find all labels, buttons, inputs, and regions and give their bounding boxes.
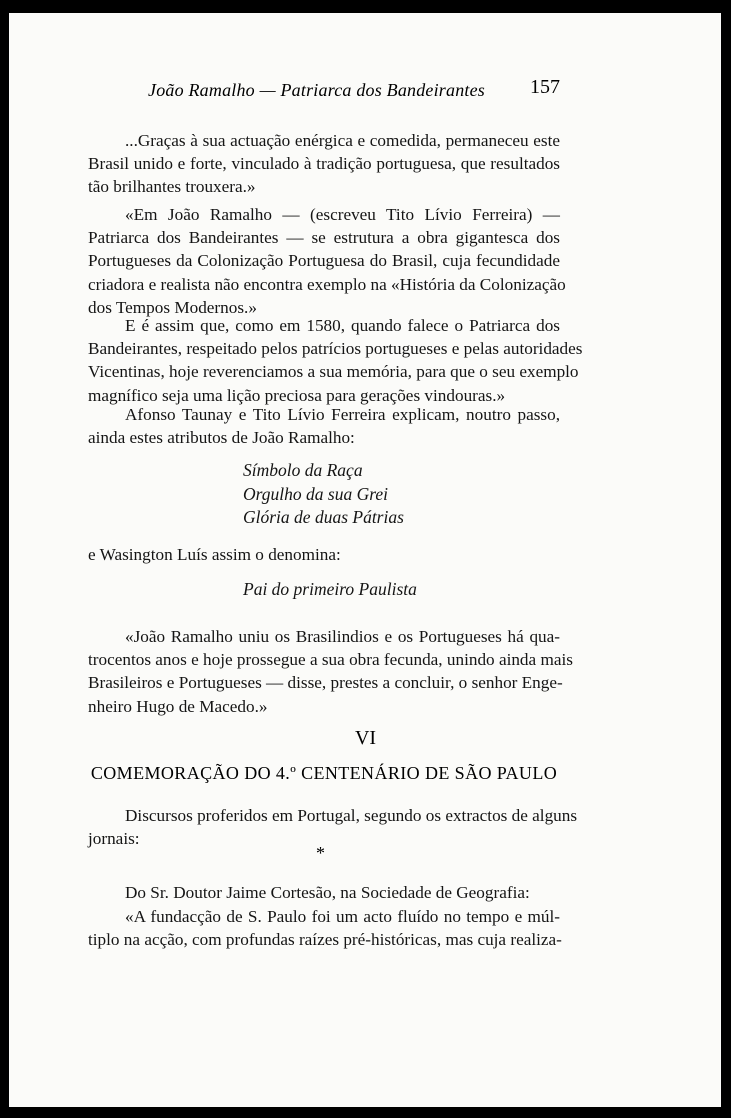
verse-line: Símbolo da Raça	[243, 460, 363, 480]
text-line: ...Graças à sua actuação enérgica e comedida, permaneceu este	[125, 131, 560, 150]
text-line: Brasileiros e Portugueses — disse, prestes a concluir, o senhor Enge-	[88, 673, 563, 693]
text-line: E é assim que, como em 1580, quando falece o Patriarca dos	[125, 316, 560, 335]
verse-block-2	[243, 578, 417, 602]
text-line: Afonso Taunay e Tito Lívio Ferreira explicam, noutro passo,	[125, 405, 560, 424]
paragraph-9	[88, 905, 560, 951]
text-line: Bandeirantes, respeitado pelos patrícios portugueses e pelas autoridades	[88, 339, 583, 359]
text-line: criadora e realista não encontra exemplo na «História da Colonização	[88, 274, 566, 294]
text-line: Portugueses da Colonização Portuguesa do Brasil, cuja fecundidade	[88, 251, 560, 271]
section-title: COMEMORAÇÃO DO 4.º CENTENÁRIO DE SÃO PAULO	[90, 763, 558, 783]
text-line: «João Ramalho uniu os Brasilindios e os Portugueses há qua-	[125, 627, 560, 646]
text-line: tão brilhantes trouxera.»	[88, 177, 256, 197]
section-number: VI	[354, 727, 377, 749]
text-line: tiplo na acção, com profundas raízes pré-históricas, mas cuja realiza-	[88, 930, 562, 950]
text-line: «Em João Ramalho — (escreveu Tito Lívio Ferreira) —	[125, 205, 560, 224]
text-line: Do Sr. Doutor Jaime Cortesão, na Sociedade de Geografia:	[125, 883, 530, 902]
verse-line: Pai do primeiro Paulista	[243, 579, 417, 599]
text-line: trocentos anos e hoje prossegue a sua obra fecunda, unindo ainda mais	[88, 650, 573, 670]
paragraph-8	[88, 881, 560, 904]
paragraph-2	[88, 203, 566, 319]
paragraph-4	[88, 403, 560, 449]
verse-line: Orgulho da sua Grei	[243, 483, 389, 504]
paragraph-5	[88, 543, 560, 566]
text-line: nheiro Hugo de Macedo.»	[88, 696, 268, 716]
running-title: João Ramalho — Patriarca dos Bandeirantes	[148, 80, 486, 100]
text-line: ainda estes atributos de João Ramalho:	[88, 428, 355, 448]
text-line: Vicentinas, hoje reverenciamos a sua memória, para que o seu exemplo	[88, 362, 579, 382]
section-separator: *	[316, 843, 325, 863]
verse-line: Glória de duas Pátrias	[243, 507, 404, 527]
page-header	[148, 76, 560, 106]
text-line: e Wasington Luís assim o denomina:	[88, 545, 341, 564]
text-line: dos Tempos Modernos.»	[88, 297, 257, 317]
text-line: Patriarca dos Bandeirantes — se estrutura a obra gigantesca dos	[88, 228, 560, 248]
verse-block-1	[243, 459, 404, 530]
page-number: 157	[530, 76, 560, 98]
text-line: Brasil unido e forte, vinculado à tradição portuguesa, que resultados	[88, 154, 560, 174]
paragraph-6	[88, 625, 573, 718]
text-line: jornais:	[88, 829, 140, 849]
paragraph-1	[88, 129, 560, 199]
text-line: magnífico seja uma lição preciosa para gerações vindouras.»	[88, 385, 506, 405]
text-line: Discursos proferidos em Portugal, segundo os extractos de alguns	[125, 806, 578, 825]
text-line: «A fundacção de S. Paulo foi um acto fluído no tempo e múl-	[125, 907, 560, 926]
paragraph-3	[88, 314, 583, 407]
